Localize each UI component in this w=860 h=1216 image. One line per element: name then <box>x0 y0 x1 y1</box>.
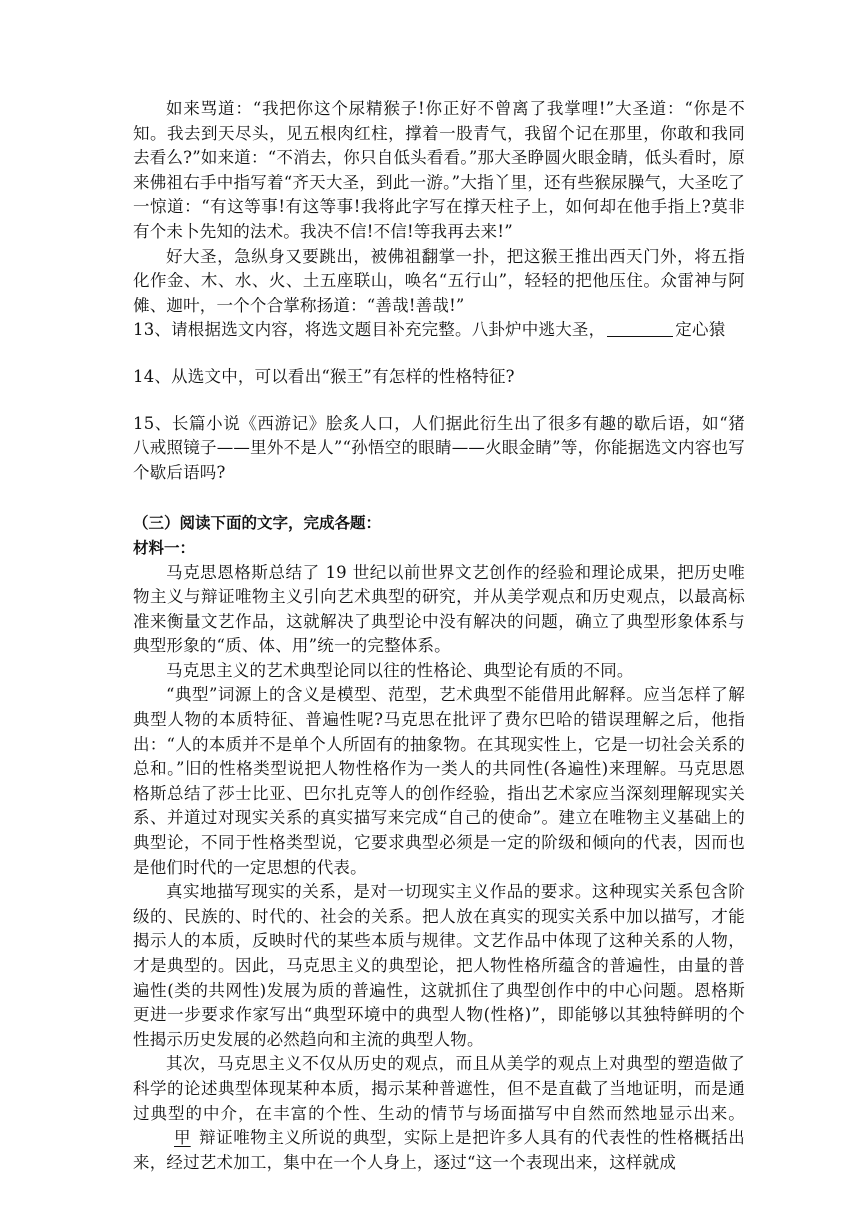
blank-jia[interactable]: 甲 <box>174 1128 191 1148</box>
story-paragraph-1: 如来骂道：“我把你这个尿精猴子!你正好不曾离了我掌哩!”大圣道：“你是不知。我去到天尽头，见五根肉红柱，撑着一股青气，我留个记在那里，你敢和我同去看么?”如来道：“不消去，你只自低头看看。”那大圣睁圆火眼金睛，低头看时，原来佛祖右手中指写着“齐天大圣，到此一游。”大指丫里，还有些猴尿臊气，大圣吃了一惊道：“有这等事!有这等事!我将此字写在撑天柱子上，如何却在他手指上?莫非有个未卜先知的法术。我决不信!不信!等我再去来!” <box>133 99 745 241</box>
material-paragraph-2: 马克思主义的艺术典型论同以往的性格论、典型论有质的不同。 <box>166 660 634 680</box>
question-13-suffix: 定心猿 <box>675 320 726 340</box>
question-15: 15、长篇小说《西游记》脍炙人口，人们据此衍生出了很多有趣的歇后语，如“猪八戒照镜子——里外不是人”“孙悟空的眼睛——火眼金睛”等，你能据选文内容也写个歇后语吗? <box>133 413 745 482</box>
story-paragraph-2: 好大圣，急纵身又要跳出，被佛祖翻掌一扑，把这猴王推出西天门外，将五指化作金、木、水、火、土五座联山，唤名“五行山”，轻轻的把他压住。众雷神与阿傩、迦叶，一个个合掌称扬道：“善哉!善哉!” <box>133 246 745 315</box>
material-paragraph-1: 马克思恩格斯总结了 19 世纪以前世界文艺创作的经验和理论成果，把历史唯物主义与辩证唯物主义引向艺术典型的研究，并从美学观点和历史观点，以最高标准来衡量文艺作品，这就解决了典型论中没有解决的问题，确立了典型形象体系与典型形象的“质、体、用”统一的完整体系。 <box>133 562 745 656</box>
answer-space <box>133 390 745 412</box>
material-label: 材料一： <box>133 538 196 557</box>
material-paragraph-3: “典型”词源上的含义是模型、范型，艺术典型不能借用此解释。应当怎样了解典型人物的本质特征、普遍性呢?马克思在批评了费尔巴哈的错误理解之后，他指出：“人的本质并不是单个人所固有的抽象物。在其现实性上，它是一切社会关系的总和。”旧的性格类型说把人物性格作为一类人的共同性(各遍性)来理解。马克思恩格斯总结了莎士比亚、巴尔扎克等人的创作经验，指出艺术家应当深刻理解现实关系、并道过对现实关系的真实描写来完成“自己的使命”。建立在唯物主义基础上的典型论，不同于性格类型说，它要求典型必须是一定的阶级和倾向的代表，因而也是他们时代的一定思想的代表。 <box>133 685 745 877</box>
question-13-prefix: 13、请根据选文内容，将选文题目补充完整。八卦炉中逃大圣， <box>133 320 606 340</box>
section-heading: （三）阅读下面的文字，完成各题： <box>133 514 382 533</box>
document-page <box>133 97 745 1175</box>
answer-space <box>133 485 745 511</box>
material-paragraph-5-before: 其次，马克思主义不仅从历史的观点，而且从美学的观点上对典型的塑造做了科学的论述典型体现某种本质，揭示某种普遮性，但不是直截了当地证明，而是通过典型的中介，在丰富的个性、生动的情节与场面描写中自然而然地显示出来。 <box>133 1054 745 1123</box>
material-paragraph-5 <box>133 1052 745 1175</box>
question-13 <box>133 318 745 343</box>
answer-space <box>133 343 745 365</box>
material-paragraph-4: 真实地描写现实的关系，是对一切现实主义作品的要求。这种现实关系包含阶级的、民族的、时代的、社会的关系。把人放在真实的现实关系中加以描写，才能揭示人的本质，反映时代的某些本质与规律。文艺作品中体现了这种关系的人物，才是典型的。因此，马克思主义的典型论，把人物性格所蕴含的普遍性，由量的普遍性(类的共网性)发展为质的普遍性，这就抓住了典型创作中的中心问题。恩格斯更进一步要求作家写出“典型环境中的典型人物(性格)”，即能够以其独特鲜明的个性揭示历史发展的必然趋向和主流的典型人物。 <box>133 882 745 1049</box>
material-paragraph-5-after: 辩证唯物主义所说的典型，实际上是把许多人具有的代表性的性格概括出来，经过艺术加工，集中在一个人身上，逐过“这一个表现出来，这样就成 <box>133 1128 745 1172</box>
question-13-blank[interactable] <box>607 320 673 337</box>
question-14: 14、从选文中，可以看出“猴王”有怎样的性格特征? <box>133 366 515 386</box>
